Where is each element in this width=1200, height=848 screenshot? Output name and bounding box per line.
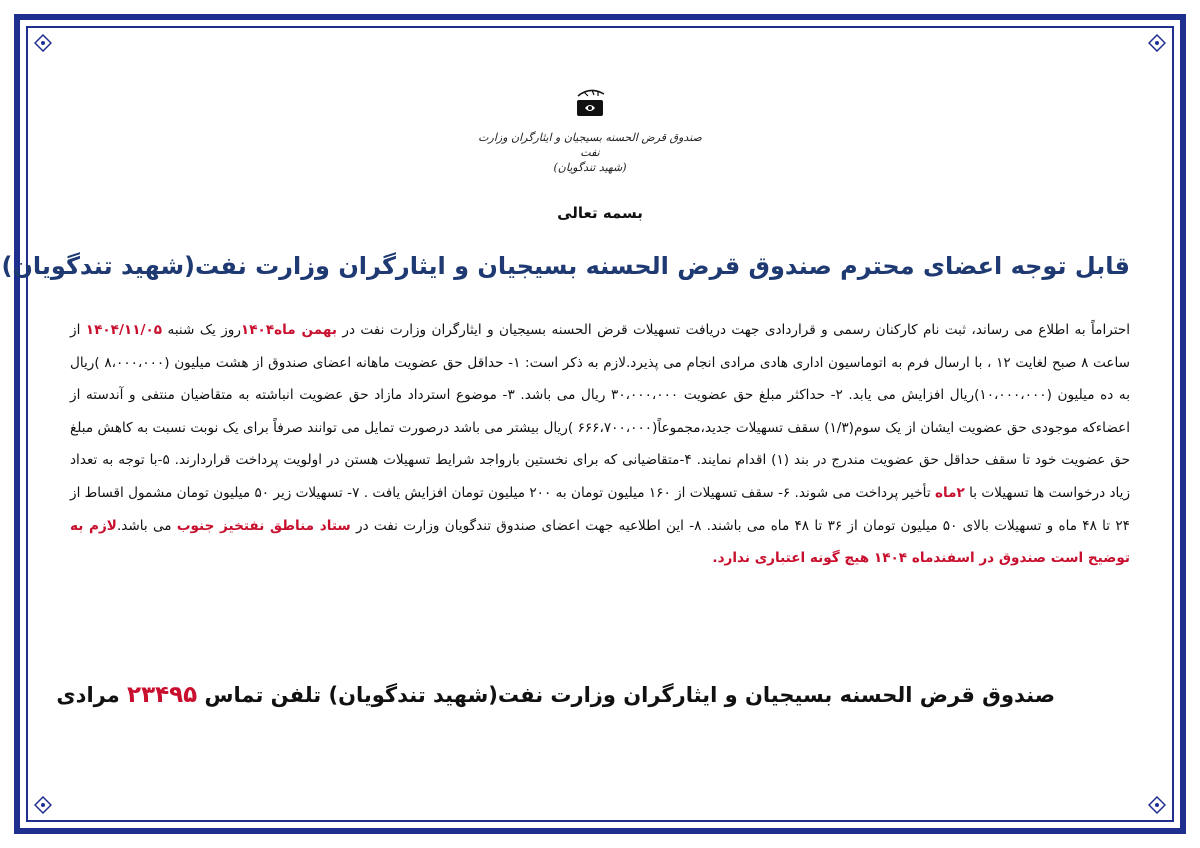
registration-month: بهمن ماه۱۴۰۴ bbox=[240, 322, 337, 338]
footer-text: صندوق قرض الحسنه بسیجیان و ایثارگران وزارت نفت(شهید تندگویان) تلفن تماس bbox=[204, 683, 1055, 707]
bismillah-heading: بسمه تعالی bbox=[557, 204, 643, 222]
body-text-segment: احتراماً به اطلاع می رساند، ثبت نام کارکنان رسمی و قراردادی جهت دریافت تسهیلات قرض الحسنه بسیجیان و ایثارگران وزارت نفت در bbox=[342, 322, 1131, 338]
logo-caption bbox=[470, 130, 710, 175]
corner-ornament-icon bbox=[1148, 796, 1166, 814]
registration-date: ۱۴۰۴/۱۱/۰۵ bbox=[85, 322, 163, 338]
delay-duration: ۲ماه bbox=[934, 484, 965, 501]
target-region: ستاد مناطق نفتخیز جنوب bbox=[176, 517, 351, 534]
body-text-segment: از ساعت ۸ صبح لغایت ۱۲ ، با ارسال فرم به اتوماسیون اداری هادی مرادی انجام می پذیرد.لازم به ذکر است: ۱- حداقل حق عضویت ماهانه اعضای صندوق از هشت میلیون (۸،۰۰۰،۰۰۰ )ریال به ده میلیون (۱۰،۰۰۰،۰۰۰)ریال افزایش می یابد. ۲- حداکثر مبلغ حق عضویت ۳۰،۰۰۰،۰۰۰ ریال می باشد. ۳- موضوع استرداد مازاد حق عضویت انباشته به متقاضیان منتفی و آندسته از اعضاءکه موجودی حق عضویت ایشان از یک سوم(۱/۳) سقف تسهیلات جدید،مجموعاً(۶۶۶،۷۰۰،۰۰۰ )ریال بیشتر می باشد درصورت تمایل می توانند صرفاً برای یک نوبت نسبت به کاهش مبلغ حق عضویت خود تا سقف حداقل حق عضویت مندرج در بند (۱) اقدام نمایند. ۴-متقاضیانی که برای نخستین بارواجد شرایط تسهیلات هستن در اولویت پرداخت قراردارند. ۵-با توجه به تعداد زیاد درخواست ها تسهیلات با bbox=[70, 322, 1131, 501]
logo-caption-line2: (شهید تندگویان) bbox=[553, 161, 627, 174]
credit-notice: لازم به توضیح است صندوق در اسفندماه ۱۴۰۴ هیچ گونه اعتباری ندارد. bbox=[70, 517, 1130, 567]
body-text-segment: روز یک شنبه bbox=[167, 322, 241, 338]
contact-name: مرادی bbox=[56, 683, 120, 707]
phone-number: ۲۳۴۹۵ bbox=[127, 682, 198, 708]
announcement-title: قابل توجه اعضای محترم صندوق قرض الحسنه بسیجیان و ایثارگران وزارت نفت(شهید تندگویان) bbox=[1, 252, 1130, 280]
contact-footer bbox=[56, 682, 1055, 708]
body-text-segment: می باشد. bbox=[116, 517, 172, 534]
fund-logo-icon bbox=[560, 88, 620, 132]
corner-ornament-icon bbox=[34, 796, 52, 814]
body-text-segment: تأخیر پرداخت می شوند. ۶- سقف تسهیلات از ۱۶۰ میلیون تومان به ۲۰۰ میلیون تومان افزایش یافت . ۷- تسهیلات زیر ۵۰ میلیون تومان مشمول اقساط از ۲۴ تا ۴۸ ماه و تسهیلات بالای ۵۰ میلیون تومان از ۳۶ تا ۴۸ ماه می باشند. ۸- این اطلاعیه جهت اعضای صندوق تندگویان وزارت نفت در bbox=[70, 484, 1130, 534]
announcement-body bbox=[70, 314, 1130, 575]
corner-ornament-icon bbox=[1148, 34, 1166, 52]
logo-caption-line1: صندوق قرض الحسنه بسیجیان و ایثارگران وزارت نفت bbox=[478, 131, 702, 159]
corner-ornament-icon bbox=[34, 34, 52, 52]
